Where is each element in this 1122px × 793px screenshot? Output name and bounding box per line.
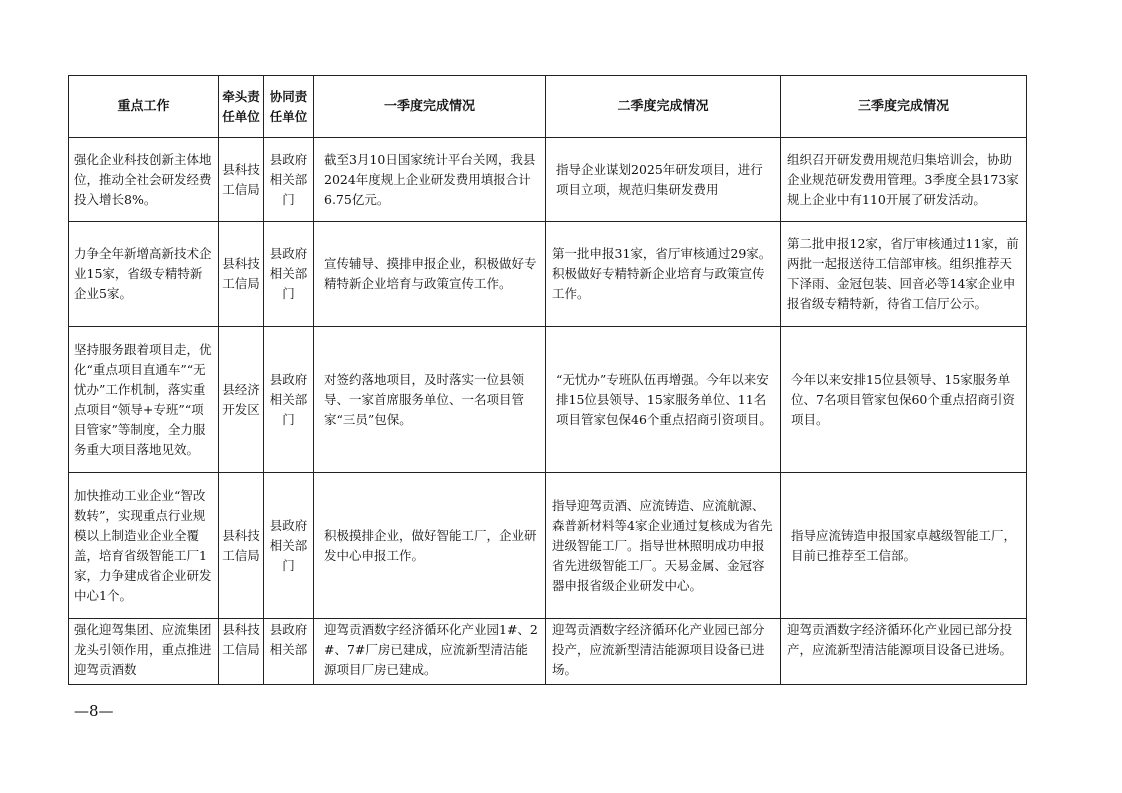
coop-unit-cell: 县政府相关部门 (264, 138, 314, 222)
table-row (69, 138, 1027, 222)
q2-cell: 第一批申报31家，省厅审核通过29家。积极做好专精特新企业培育与政策宣传工作。 (546, 222, 781, 327)
q3-cell: 第二批申报12家，省厅审核通过11家，前两批一起报送待工信部审核。组织推荐天下泽雨、金冠包装、回音必等14家企业申报省级专精特新，待省工信厅公示。 (781, 222, 1027, 327)
header-row (69, 76, 1027, 138)
table-row (69, 473, 1027, 619)
lead-unit-cell: 县科技工信局 (219, 138, 264, 222)
header-q2: 二季度完成情况 (546, 76, 781, 138)
q3-cell: 指导应流铸造申报国家卓越级智能工厂，目前已推荐至工信部。 (781, 473, 1027, 619)
q3-cell: 今年以来安排15位县领导、15家服务单位、7名项目管家包保60个重点招商引资项目。 (781, 327, 1027, 473)
task-cell: 力争全年新增高新技术企业15家，省级专精特新企业5家。 (69, 222, 219, 327)
header-coop-unit: 协同责任单位 (264, 76, 314, 138)
coop-unit-cell: 县政府相关部门 (264, 327, 314, 473)
task-cell: 强化迎驾集团、应流集团龙头引领作用，重点推进迎驾贡酒数 (69, 619, 219, 685)
q1-cell: 截至3月10日国家统计平台关网，我县2024年度规上企业研发费用填报合计6.75亿元。 (314, 138, 546, 222)
q3-cell: 迎驾贡酒数字经济循环化产业园已部分投产，应流新型清洁能源项目设备已进场。 (781, 619, 1027, 685)
lead-unit-cell: 县科技工信局 (219, 222, 264, 327)
q2-cell: 指导企业谋划2025年研发项目，进行项目立项，规范归集研发费用 (546, 138, 781, 222)
table-row (69, 619, 1027, 685)
lead-unit-cell: 县经济开发区 (219, 327, 264, 473)
coop-unit-cell: 县政府相关部 (264, 619, 314, 685)
lead-unit-cell: 县科技工信局 (219, 619, 264, 685)
q1-cell: 宣传辅导、摸排申报企业，积极做好专精特新企业培育与政策宣传工作。 (314, 222, 546, 327)
header-q1: 一季度完成情况 (314, 76, 546, 138)
q2-cell: 指导迎驾贡酒、应流铸造、应流航源、森普新材料等4家企业通过复核成为省先进级智能工厂。指导世林照明成功申报省先进级智能工厂。天易金属、金冠容器申报省级企业研发中心。 (546, 473, 781, 619)
header-q3: 三季度完成情况 (781, 76, 1027, 138)
table-row (69, 327, 1027, 473)
coop-unit-cell: 县政府相关部门 (264, 222, 314, 327)
table-row (69, 222, 1027, 327)
q1-cell: 对签约落地项目，及时落实一位县领导、一家首席服务单位、一名项目管家“三员”包保。 (314, 327, 546, 473)
q1-cell: 积极摸排企业，做好智能工厂，企业研发中心申报工作。 (314, 473, 546, 619)
task-cell: 强化企业科技创新主体地位，推动全社会研发经费投入增长8%。 (69, 138, 219, 222)
lead-unit-cell: 县科技工信局 (219, 473, 264, 619)
header-lead-unit: 牵头责任单位 (219, 76, 264, 138)
q1-cell: 迎驾贡酒数字经济循环化产业园1#、2#、7#厂房已建成，应流新型清洁能源项目厂房已建成。 (314, 619, 546, 685)
task-cell: 坚持服务跟着项目走，优化“重点项目直通车”“无忧办”工作机制，落实重点项目“领导+专班”“项目管家”等制度，全力服务重大项目落地见效。 (69, 327, 219, 473)
page-number: —8— (74, 702, 114, 720)
task-cell: 加快推动工业企业“智改数转”，实现重点行业规模以上制造业企业全覆盖，培育省级智能工厂1家，力争建成省企业研发中心1个。 (69, 473, 219, 619)
coop-unit-cell: 县政府相关部门 (264, 473, 314, 619)
header-task: 重点工作 (69, 76, 219, 138)
q2-cell: 迎驾贡酒数字经济循环化产业园已部分投产，应流新型清洁能源项目设备已进场。 (546, 619, 781, 685)
q2-cell: “无忧办”专班队伍再增强。今年以来安排15位县领导、15家服务单位、11名项目管家包保46个重点招商引资项目。 (546, 327, 781, 473)
work-progress-table (68, 75, 1027, 685)
q3-cell: 组织召开研发费用规范归集培训会，协助企业规范研发费用管理。3季度全县173家规上企业中有110开展了研发活动。 (781, 138, 1027, 222)
